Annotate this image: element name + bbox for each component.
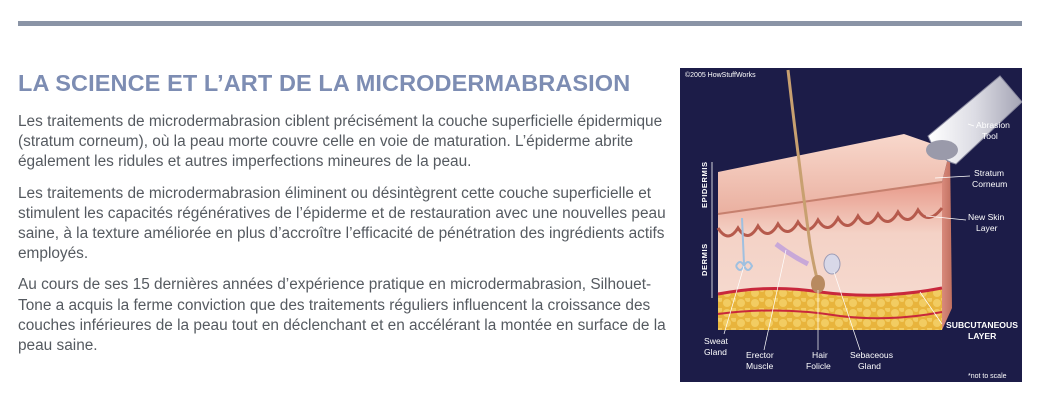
skin-diagram-figure xyxy=(680,68,1022,382)
copyright-text: ©2005 HowStuffWorks xyxy=(685,72,756,79)
skin-diagram xyxy=(680,68,1022,382)
top-divider xyxy=(18,21,1022,26)
paragraph-1: Les traitements de microdermabrasion ciblent précisément la couche superficielle épidermique (stratum corneum), où la peau morte couvre celle en voie de maturation. L’épiderme abrite également les ridules et autres imperfections mineures de la peau. xyxy=(18,113,663,171)
erector-muscle-label: Erector Muscle xyxy=(746,350,774,371)
page-title: LA SCIENCE ET L’ART DE LA MICRODERMABRASION xyxy=(18,70,631,96)
paragraph-3: Au cours de ses 15 dernières années d’expérience pratique en microdermabrasion, Silhouet-Tone a acquis la ferme conviction que des traitements réguliers influencent la croissance des couches inférieures de la peau tout en déclenchant et en accélérant la montée en surface de la peau saine. xyxy=(18,276,666,355)
stratum-corneum-label: Stratum Corneum xyxy=(972,168,1008,189)
not-to-scale-note: *not to scale xyxy=(968,373,1007,380)
dermis-label: DERMIS xyxy=(700,243,709,276)
abrasion-tool-label: Abrasion Tool xyxy=(976,120,1010,141)
new-skin-layer-label: New Skin Layer xyxy=(968,212,1005,233)
paragraph-2: Les traitements de microdermabrasion éliminent ou désintègrent cette couche superficielle et stimulent les capacités régénératives de l’épiderme et de restauration avec une nouvelles peau saine, à la texture améliorée en plus d’accroître l’efficacité de pénétration des ingrédients actifs employés. xyxy=(18,184,666,263)
epidermis-label: EPIDERMIS xyxy=(700,161,709,208)
subcutaneous-layer-label: SUBCUTANEOUS LAYER xyxy=(946,320,1018,341)
abrasion-tool-tip xyxy=(926,140,958,160)
article-body xyxy=(18,112,668,367)
sweat-gland-label: Sweat Gland xyxy=(704,336,728,357)
hair-follicle-label: Hair Folicle xyxy=(806,350,831,371)
sebaceous-gland-shape xyxy=(824,254,840,274)
sebaceous-gland-label: Sebaceous Gland xyxy=(850,350,894,371)
